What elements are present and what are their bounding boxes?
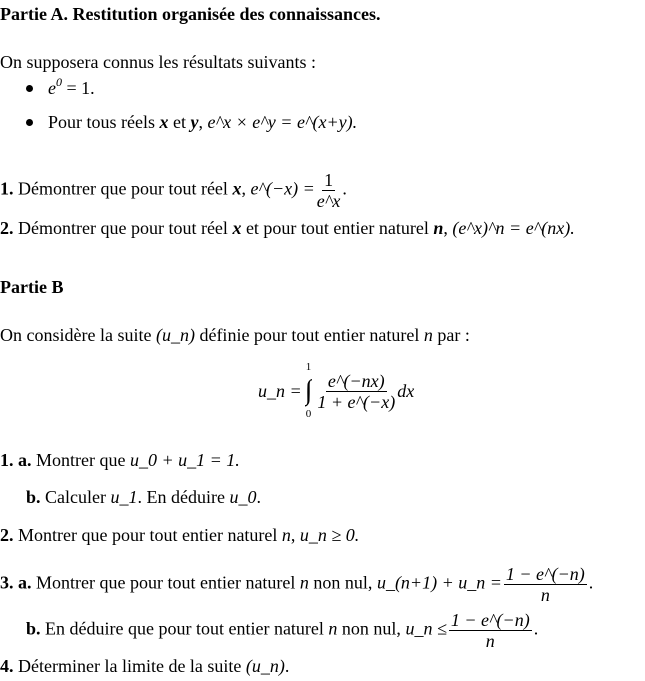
text: , [198,112,208,132]
question-number: 3. [0,572,14,593]
denominator: e^x [316,191,341,211]
question-number: 1. [0,450,14,470]
bullet-icon [26,85,33,92]
text: Démontrer que pour tout réel [13,218,233,238]
text: et pour tout entier naturel [241,218,434,238]
fraction [449,610,532,651]
numerator: 1 − e^(−n) [450,610,530,630]
numerator: 1 [324,170,334,190]
part-a-title: Partie A. Restitution organisée des connaissances. [0,4,381,24]
math: = 1. [62,78,95,98]
text: , [290,525,300,545]
denominator: 1 + e^(−x) [317,391,396,412]
var: n [281,525,291,545]
fraction [317,371,395,412]
text: . [256,487,261,507]
var: n [328,618,338,639]
text: , [241,178,251,199]
question-number: 4. [0,656,14,676]
question-number: 2. [0,525,14,545]
integral-symbol: ∫ [304,375,313,406]
var: x [232,218,242,238]
numerator: e^(−nx) [327,370,385,391]
question-number: 1. [0,178,14,199]
math: e^x × e^y = e^(x+y). [207,112,358,132]
text: Montrer que [31,450,130,470]
var: n [423,325,433,345]
text: Montrer que pour tout entier naturel [13,525,282,545]
text: En déduire que pour tout entier naturel [40,618,329,639]
text: définie pour tout entier naturel [194,325,424,345]
var: n [433,218,444,238]
text: . [284,656,290,676]
part-b-question-3b [26,610,538,651]
text: Déterminer la limite de la suite [13,656,246,676]
part-b-question-1b [26,486,261,508]
question-number: 2. [0,218,14,238]
math: u_n = [258,381,302,401]
math: u_n ≥ 0. [299,525,360,545]
text: On considère la suite [0,325,156,345]
text: et [168,112,191,132]
denominator: n [540,585,550,605]
lower-bound: 0 [305,408,312,420]
math-exp: 0 [56,75,62,89]
math: (e^x)^n = e^(nx). [452,218,575,238]
subquestion-label: a. [18,572,32,593]
math: u_0 + u_1 = 1. [129,450,240,470]
numerator: 1 − e^(−n) [505,564,585,584]
var: x [232,178,242,199]
text: . [533,618,539,639]
subquestion-label: a. [18,450,32,470]
var: x [159,112,169,132]
bullet-2 [0,111,357,133]
part-a-question-2 [0,217,575,239]
part-b-title: Partie B [0,277,64,297]
math: e [48,78,56,98]
text: Montrer que pour tout entier naturel [31,572,300,593]
text: . [588,572,594,593]
part-a-question-1 [0,170,347,211]
text: Calculer [40,487,111,507]
integral-sign [305,361,313,421]
text: non nul, [308,572,377,593]
part-b-intro [0,324,470,346]
part-b-question-3a [0,564,593,605]
var: n [299,572,309,593]
part-a-intro: On supposera connus les résultats suivants : [0,52,316,72]
math: u_1 [110,487,138,507]
part-b-question-1a [0,449,240,471]
math: u_n ≤ [405,618,447,639]
upper-bound: 1 [305,361,312,373]
text: non nul, [337,618,406,639]
part-b-question-2 [0,524,359,546]
part-b-question-4 [0,655,289,677]
subquestion-label: b. [26,487,41,507]
text: par : [432,325,470,345]
text: Pour tous réels [48,112,160,132]
text: . [342,178,347,199]
bullet-1 [0,77,95,99]
math: e^(−x) = [250,178,315,199]
bullet-icon [26,119,33,126]
math: (u_n) [155,325,195,345]
integral-definition [258,360,414,422]
math: u_(n+1) + u_n = [376,572,502,593]
fraction [504,564,587,605]
var: y [190,112,199,132]
math: (u_n) [245,656,285,676]
text: Démontrer que pour tout réel [13,178,233,199]
denominator: n [485,631,495,651]
fraction [317,170,341,211]
text: . En déduire [137,487,230,507]
math: dx [397,381,415,401]
math: u_0 [229,487,257,507]
subquestion-label: b. [26,618,41,639]
text: , [443,218,453,238]
